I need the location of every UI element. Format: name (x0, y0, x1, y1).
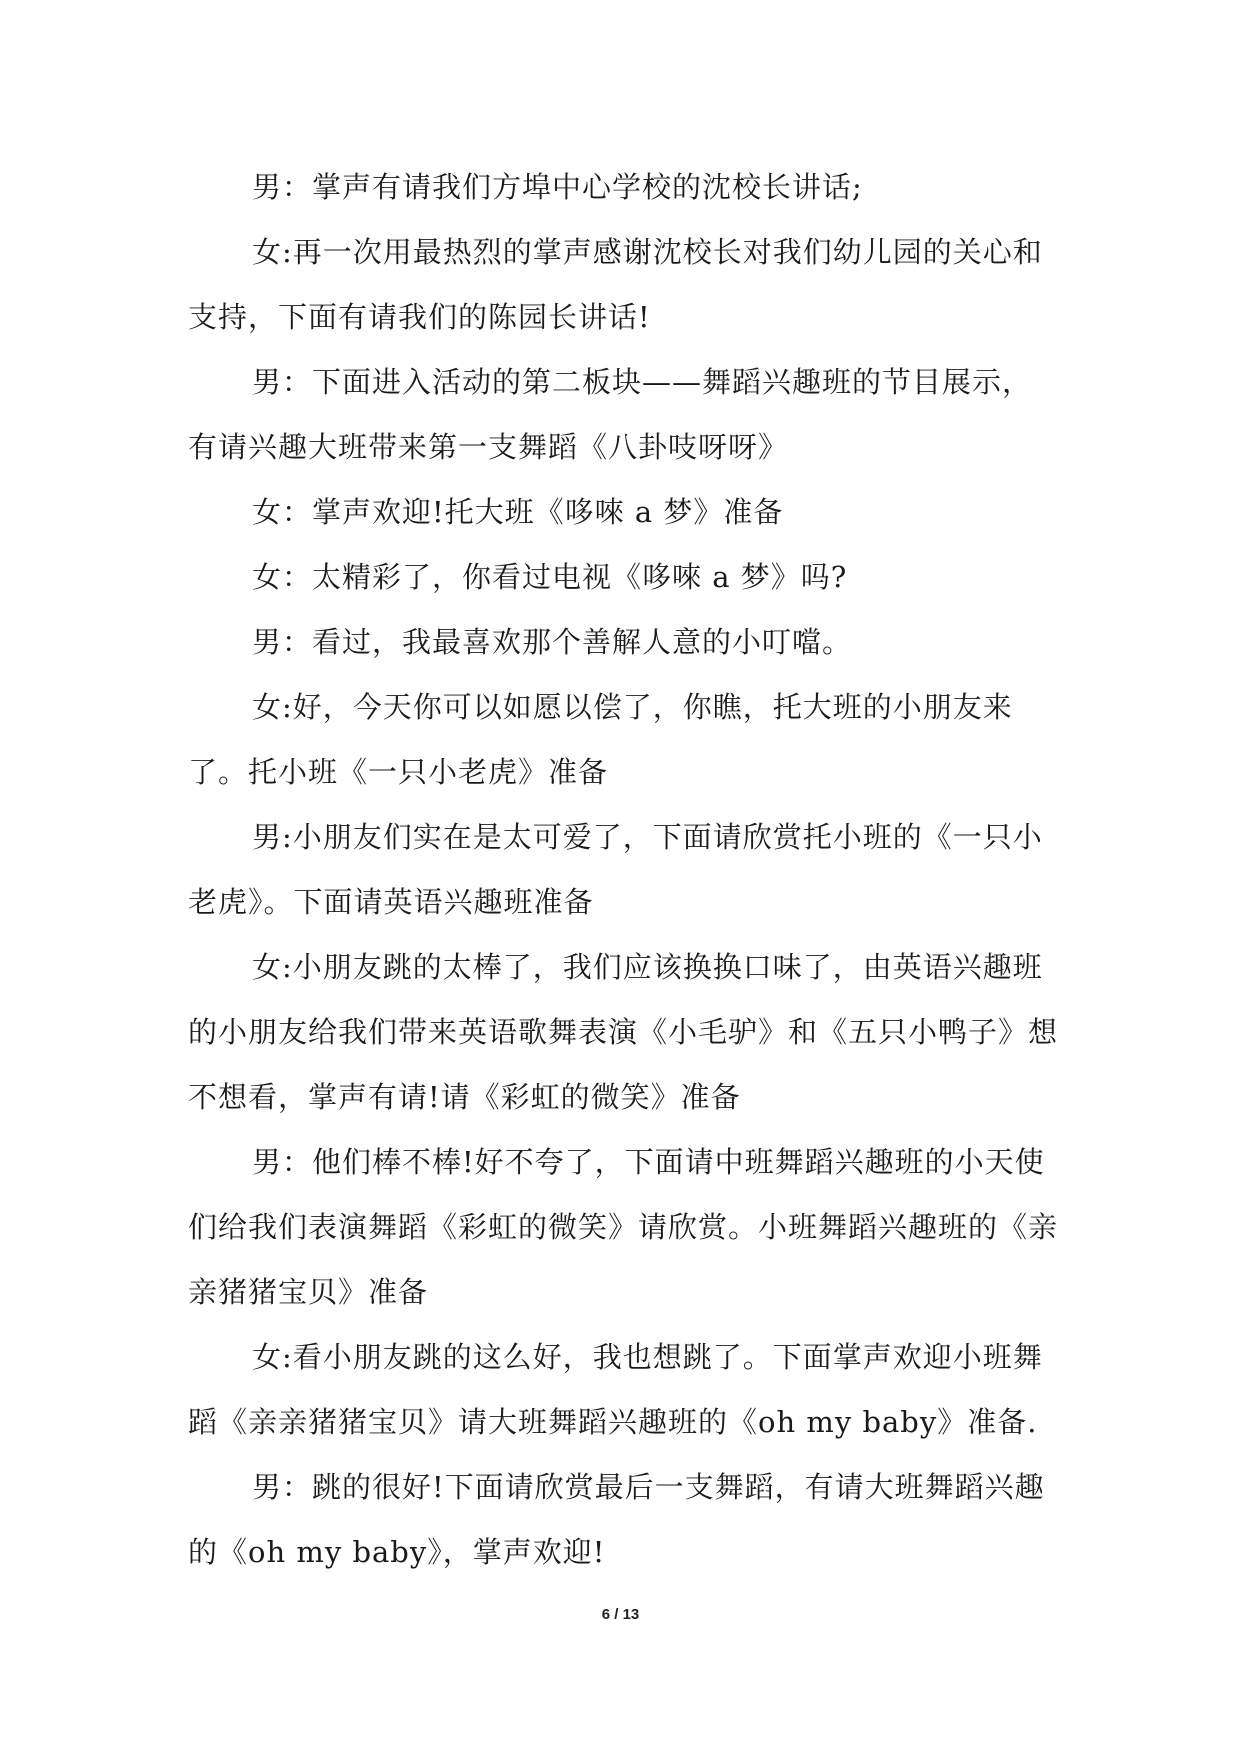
paragraph: 男:小朋友们实在是太可爱了，下面请欣赏托小班的《一只小老虎》。下面请英语兴趣班准备 (188, 820, 1043, 919)
document-body (188, 155, 1058, 1585)
paragraph: 男：他们棒不棒!好不夸了，下面请中班舞蹈兴趣班的小天使们给我们表演舞蹈《彩虹的微笑》请欣赏。小班舞蹈兴趣班的《亲亲猪猪宝贝》准备 (188, 1145, 1059, 1309)
paragraph: 女:看小朋友跳的这么好，我也想跳了。下面掌声欢迎小班舞蹈《亲亲猪猪宝贝》请大班舞蹈兴趣班的《oh my baby》准备. (188, 1340, 1043, 1439)
paragraph: 男：掌声有请我们方埠中心学校的沈校长讲话; (252, 170, 863, 204)
paragraph: 女:再一次用最热烈的掌声感谢沈校长对我们幼儿园的关心和支持，下面有请我们的陈园长讲话! (188, 235, 1043, 334)
paragraph: 男：跳的很好!下面请欣赏最后一支舞蹈，有请大班舞蹈兴趣的《oh my baby》，掌声欢迎! (188, 1470, 1045, 1569)
paragraph: 女:好，今天你可以如愿以偿了，你瞧，托大班的小朋友来了。托小班《一只小老虎》准备 (188, 690, 1013, 789)
paragraph: 女：太精彩了，你看过电视《哆唻 a 梦》吗? (252, 560, 848, 594)
paragraph: 男：看过，我最喜欢那个善解人意的小叮噹。 (252, 625, 853, 659)
paragraph: 女:小朋友跳的太棒了，我们应该换换口味了，由英语兴趣班的小朋友给我们带来英语歌舞表演《小毛驴》和《五只小鸭子》想不想看，掌声有请!请《彩虹的微笑》准备 (188, 950, 1059, 1114)
paragraph: 女：掌声欢迎!托大班《哆唻 a 梦》准备 (252, 495, 784, 529)
paragraph: 男：下面进入活动的第二板块——舞蹈兴趣班的节目展示，有请兴趣大班带来第一支舞蹈《八卦吱呀呀》 (188, 365, 1033, 464)
page-number: 6 / 13 (601, 1606, 640, 1623)
